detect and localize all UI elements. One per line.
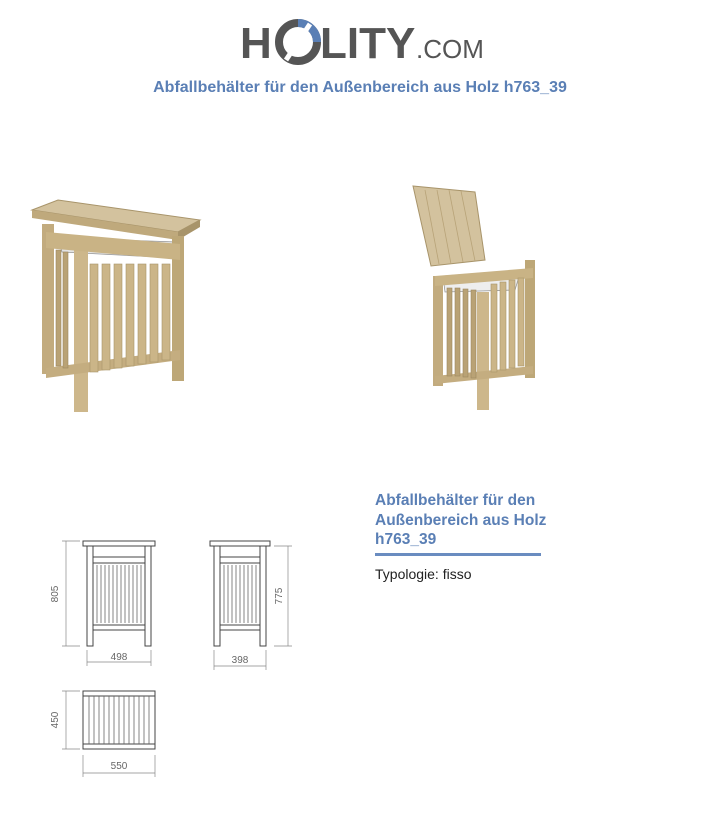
drawing-top-view — [40, 685, 170, 780]
drawing-side-view — [200, 535, 305, 675]
front-height-label: 805 — [50, 585, 61, 603]
top-depth-label: 450 — [50, 711, 61, 729]
logo-letter-h: H — [240, 19, 272, 68]
title-underline — [375, 553, 541, 556]
side-width-label: 398 — [231, 655, 249, 666]
logo-suffix-com: .COM — [416, 34, 484, 64]
top-width-label: 550 — [110, 761, 128, 772]
typology-value: fisso — [442, 566, 472, 582]
logo-o-emblem-icon — [279, 23, 317, 61]
typology-label: Typologie: — [375, 566, 439, 582]
front-width-label: 498 — [110, 652, 128, 663]
side-height-label: 775 — [274, 587, 285, 605]
typology-line — [375, 566, 472, 582]
product-photo-open[interactable] — [405, 180, 545, 415]
product-photo-closed[interactable] — [28, 190, 208, 415]
product-title: Abfallbehälter für den Außenbereich aus Holz h763_39 — [375, 492, 547, 548]
page-title: Abfallbehälter für den Außenbereich aus Holz h763_39 — [153, 79, 567, 96]
holity-logo[interactable] — [240, 16, 490, 68]
logo-letters-lity: LITY — [320, 19, 416, 68]
drawing-front-view — [40, 535, 170, 675]
